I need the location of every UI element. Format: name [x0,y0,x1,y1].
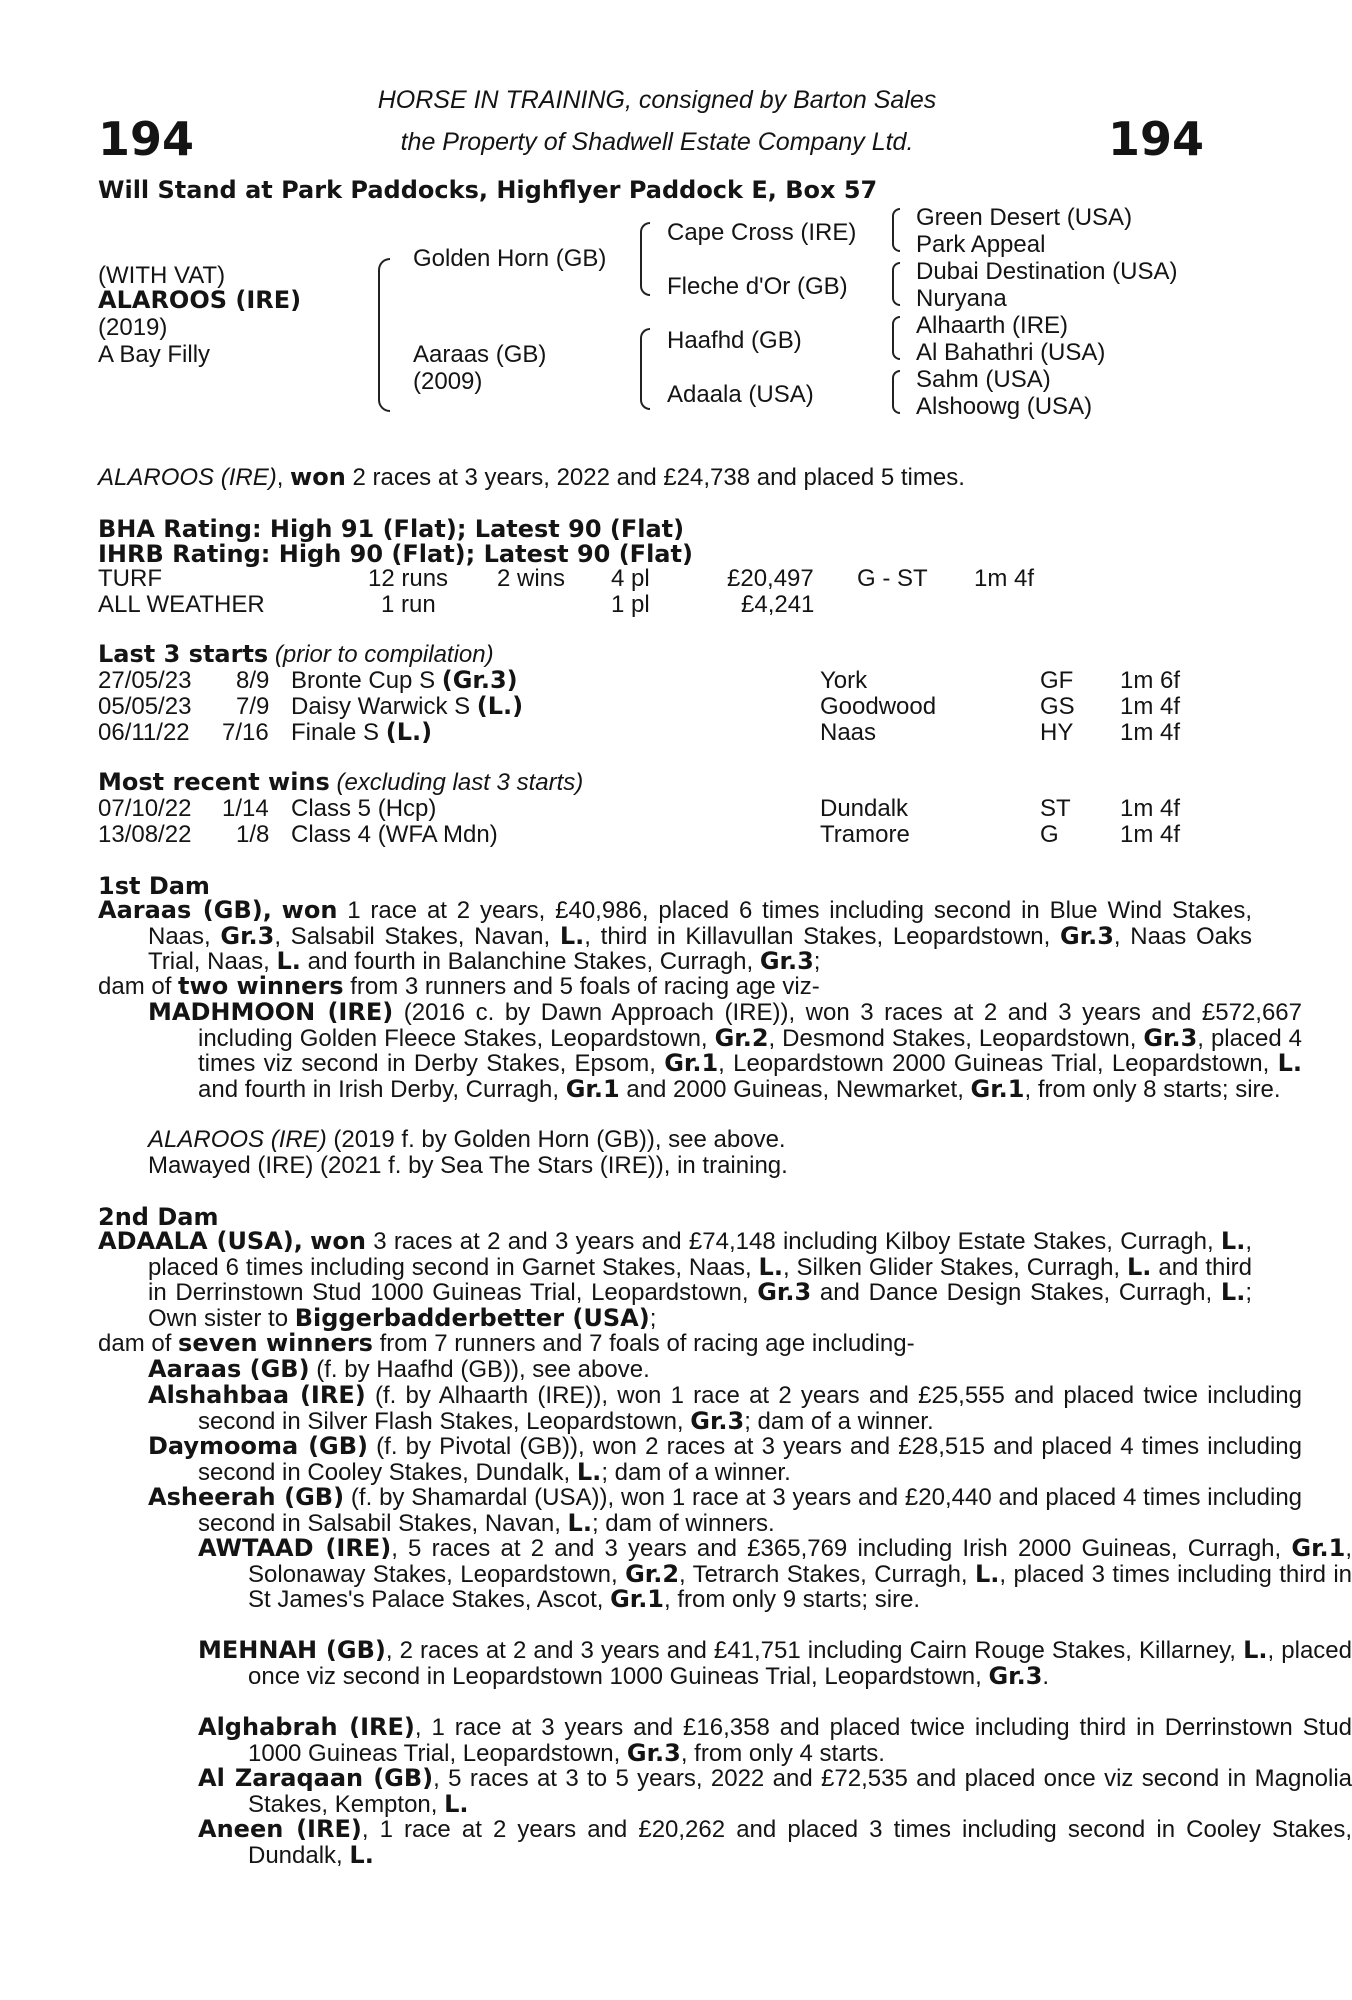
grade: Gr.1 [970,1074,1025,1103]
progeny-name: Asheerah (GB) [148,1483,345,1511]
text-run: dam of [98,1330,172,1357]
recent-wins-note: (excluding last 3 starts) [336,769,584,796]
lot-number-right: 194 [1107,112,1204,166]
text-run: (f. by Shamardal (USA)), won 1 race at 3 years and £20,440 and placed 4 times including second in Salsabil Stakes, Navan, [198,1484,1303,1537]
text-run: and Dance Design Stakes, Curragh, [819,1279,1213,1306]
progeny-asheerah [98,1485,1302,1536]
dam-dam: Adaala (USA) [667,381,814,408]
win-course: Dundalk [820,795,909,822]
grade: Gr.1 [610,1585,665,1613]
record-wins: 2 wins [497,565,566,592]
text-run: , placed 6 times including second in Garnet Stakes, Naas, [148,1228,1252,1281]
text-run: . [1042,1662,1050,1690]
grade: Gr.3 [759,947,814,975]
text-run: , Leopardstown 2000 Guineas Trial, Leopardstown, [718,1050,1270,1077]
grade: Gr.3 [690,1406,745,1435]
ggp-5: Alhaarth (IRE) [916,312,1069,339]
progeny-name: Alshahbaa (IRE) [148,1381,366,1409]
start-course: Goodwood [820,693,937,720]
text-run: , Silken Glider Stakes, Curragh, [782,1253,1121,1281]
start-going: GF [1040,667,1074,694]
grade: Gr.3 [1059,921,1114,950]
progeny-name: MADHMOON (IRE) [148,998,394,1026]
grade: Gr.3 [626,1738,681,1767]
won-label: won [310,1227,366,1255]
recent-wins-heading [98,770,583,796]
win-race: Class 4 (WFA Mdn) [291,821,498,848]
stand-location: Will Stand at Park Paddocks, Highflyer Paddock E, Box 57 [98,176,878,204]
progeny-alaroos [148,1127,786,1153]
text-run: (f. by Pivotal (GB)), won 2 races at 3 years and £28,515 and placed 4 times including second in Cooley Stakes, Dundalk, [198,1433,1302,1486]
grade: Gr.1 [1291,1534,1346,1562]
record-surface: ALL WEATHER [98,591,265,618]
text-run: , Solonaway Stakes, Leopardstown, [248,1535,1352,1588]
first-dam-entry [98,898,1252,975]
brace-g1 [892,208,900,252]
text-run: (f. by Haafhd (GB)), see above. [316,1356,650,1383]
text-run: ; [813,948,821,975]
start-race [291,668,518,694]
progeny-name: Daymooma (GB) [148,1432,368,1460]
sire-name: Golden Horn (GB) [413,245,607,272]
text-run: , 5 races at 3 to 5 years, 2022 and £72,535 and placed once viz second in Magnolia Stakes, Kempton, [248,1765,1352,1818]
grade: L. [1220,1227,1246,1255]
grade: L. [349,1840,374,1869]
start-race [291,694,523,720]
grade: L. [1127,1252,1152,1281]
start-distance: 1m 4f [1120,693,1181,720]
progeny-name: AWTAAD (IRE) [198,1534,392,1562]
start-distance: 1m 4f [1120,719,1181,746]
second-dam-heading: 2nd Dam [98,1203,219,1231]
summary-won: won [290,463,346,491]
start-date: 27/05/23 [98,667,192,694]
win-race: Class 5 (Hcp) [291,795,437,822]
text-run: ; dam of a winner. [601,1458,791,1486]
text-run: (f. by Alhaarth (IRE)), won 1 race at 2 years and £25,555 and placed twice including second in Silver Flash Stakes, Leopardstown, [198,1382,1303,1435]
grade: Gr.3 [1143,1023,1198,1052]
text-run: from 7 runners and 7 foals of racing age including- [379,1330,915,1357]
progeny-aaraas [148,1357,650,1383]
text-run: ; dam of a winner. [744,1407,934,1435]
dam-year: (2009) [413,368,483,395]
text-run: , Naas Oaks Trial, Naas, [148,922,1252,975]
ggp-1: Green Desert (USA) [916,204,1133,231]
grade: L. [567,1508,592,1537]
win-position: 1/8 [236,821,270,848]
brace-g3 [892,316,900,360]
record-runs: 1 run [381,591,436,618]
grade: Gr.3 [220,921,275,950]
start-course: Naas [820,719,877,746]
text-run: ; [649,1304,657,1332]
dam-name: Aaraas (GB) [413,341,547,368]
race-grade: (L.) [476,692,524,720]
record-placed: 4 pl [611,565,650,592]
win-course: Tramore [820,821,910,848]
ihrb-rating: IHRB Rating: High 90 (Flat); Latest 90 (Flat) [98,540,693,568]
race-name: Daisy Warwick S [291,693,471,720]
record-surface: TURF [98,565,162,592]
last-starts-heading [98,642,494,668]
progeny-awtaad [98,1536,1352,1613]
start-distance: 1m 6f [1120,667,1181,694]
text-run: , Tetrarch Stakes, Curragh, [679,1560,968,1588]
progeny-name: Aneen (IRE) [198,1815,362,1843]
grade: Gr.2 [714,1023,769,1052]
win-going: ST [1040,795,1071,822]
win-date: 13/08/22 [98,821,192,848]
record-distance: 1m 4f [974,565,1035,592]
record-going: G - ST [857,565,928,592]
recent-wins-title: Most recent wins [98,768,330,796]
progeny-name: Al Zaraqaan (GB) [198,1764,434,1792]
text-run: (2016 c. by Dawn Approach (IRE)), won 3 races at 2 and 3 years and £572,667 including Golden Fleece Stakes, Leopardstown, [198,999,1303,1052]
record-placed: 1 pl [611,591,650,618]
ggp-7: Sahm (USA) [916,366,1051,393]
text-run: , third in Killavullan Stakes, Leopardstown, [584,922,1051,950]
grade: L. [1220,1278,1246,1306]
text-run: and fourth in Irish Derby, Curragh, [198,1075,560,1103]
text-run: , placed 3 times including third in St James's Palace Stakes, Ascot, [248,1560,1352,1613]
record-prize: £4,241 [741,591,815,618]
text-run: ; Own sister to [148,1279,1252,1332]
start-position: 8/9 [236,667,270,694]
second-dam-produce [98,1331,915,1357]
grade: L. [559,921,585,950]
won-label: won [281,896,338,924]
sire-sire: Cape Cross (IRE) [667,219,857,246]
last-starts-note: (prior to compilation) [274,641,494,668]
race-name: Bronte Cup S [291,667,436,694]
win-date: 07/10/22 [98,795,192,822]
text-run: , 5 races at 2 and 3 years and £365,769 including Irish 2000 Guineas, Curragh, [391,1535,1282,1562]
start-going: HY [1040,719,1074,746]
text-run: and fourth in Balanchine Stakes, Curragh, [307,948,754,975]
second-dam-entry [98,1229,1252,1331]
grade: L. [1277,1049,1303,1077]
progeny-mehnah [98,1638,1352,1689]
text-run: , 2 races at 2 and 3 years and £41,751 including Cairn Rouge Stakes, Killarney, [385,1637,1236,1664]
first-dam-name: Aaraas (GB), [98,896,272,924]
text-run: , from only 8 starts; sire. [1024,1075,1281,1103]
record-prize: £20,497 [727,565,814,592]
grade: L. [1243,1636,1268,1664]
grade: L. [276,947,301,975]
start-date: 06/11/22 [98,719,190,746]
last-starts-title: Last 3 starts [98,640,269,668]
text-run: , placed once viz second in Leopardstown 1000 Guineas Trial, Leopardstown, [248,1637,1352,1690]
text-run: (2019 f. by Golden Horn (GB)), see above. [333,1126,786,1153]
win-position: 1/14 [222,795,269,822]
grade: Gr.1 [664,1049,719,1077]
summary-text: 2 races at 3 years, 2022 and £24,738 and placed 5 times. [352,464,965,491]
race-name: Finale S [291,719,380,746]
progeny-name: Alghabrah (IRE) [198,1713,415,1741]
progeny-alshahbaa [98,1383,1302,1434]
first-dam-produce [98,974,820,1000]
grade: L. [444,1789,469,1818]
win-distance: 1m 4f [1120,795,1181,822]
lot-number-left: 194 [98,112,195,166]
text-run: ; dam of winners. [591,1509,775,1537]
race-summary: ALAROOS (IRE), won 2 races at 3 years, 2022 and £24,738 and placed 5 times. [98,463,965,491]
grade: L. [758,1252,783,1281]
start-position: 7/16 [222,719,269,746]
record-runs: 12 runs [368,565,449,592]
dam-sire: Haafhd (GB) [667,327,802,354]
start-course: York [820,667,868,694]
winners-count: two winners [178,972,344,1000]
ggp-4: Nuryana [916,285,1007,312]
progeny-daymooma [98,1434,1302,1485]
grade: Gr.1 [565,1074,620,1103]
text-run: , Salsabil Stakes, Navan, [274,922,551,950]
text-run: , Desmond Stakes, Leopardstown, [768,1024,1137,1052]
grade: Gr.3 [757,1278,812,1306]
brace-g2 [892,262,900,306]
start-position: 7/9 [236,693,270,720]
horse-year: (2019) [98,314,168,341]
text-run: , 1 race at 2 years and £20,262 and placed 3 times including second in Cooley Stakes, Dundalk, [248,1816,1352,1869]
text-run: , from only 9 starts; sire. [664,1586,921,1613]
text-run: 3 races at 2 and 3 years and £74,148 including Kilboy Estate Stakes, Curragh, [373,1228,1214,1255]
text-run: 1 race at 2 years, £40,986, placed 6 times including second in Blue Wind Stakes, Naas, [148,897,1252,950]
brace-g4 [892,370,900,414]
consignor-line: HORSE IN TRAINING, consigned by Barton Sales [377,86,937,114]
text-run: , placed 4 times viz second in Derby Stakes, Epsom, [198,1024,1303,1077]
start-going: GS [1040,693,1075,720]
ggp-2: Park Appeal [916,231,1046,258]
text-run: , from only 4 starts. [680,1739,885,1767]
progeny-al-zaraqaan [98,1766,1352,1817]
text-run: dam of [98,973,172,1000]
start-race [291,720,432,746]
summary-horse-name: ALAROOS (IRE) [98,464,277,491]
win-going: G [1040,821,1059,848]
progeny-aneen [98,1817,1352,1868]
progeny-mawayed: Mawayed (IRE) (2021 f. by Sea The Stars (IRE)), in training. [148,1152,788,1179]
sibling-name: Biggerbadderbetter (USA) [294,1303,650,1332]
grade: L. [576,1457,602,1486]
pedigree-brace-dam [640,328,650,410]
start-date: 05/05/23 [98,693,192,720]
race-grade: (L.) [385,718,433,746]
sire-dam: Fleche d'Or (GB) [667,273,848,300]
horse-description: A Bay Filly [98,341,211,368]
progeny-alghabrah [98,1715,1352,1766]
pedigree-brace-sire [640,222,650,296]
second-dam-name: ADAALA (USA), [98,1227,303,1255]
ggp-3: Dubai Destination (USA) [916,258,1178,285]
grade: Gr.3 [988,1661,1043,1690]
text-run: , 1 race at 3 years and £16,358 and placed twice including third in Derrinstown Stud 1000 Guineas Trial, Leopardstown, [248,1714,1352,1767]
property-line: the Property of Shadwell Estate Company Ltd. [400,128,914,156]
horse-name: ALAROOS (IRE) [98,286,302,314]
progeny-name: ALAROOS (IRE) [148,1126,327,1153]
first-dam-heading: 1st Dam [98,872,210,900]
vat-label: (WITH VAT) [98,262,226,289]
text-run: and 2000 Guineas, Newmarket, [626,1075,964,1103]
ggp-8: Alshoowg (USA) [916,393,1093,420]
grade: L. [975,1559,1000,1588]
win-distance: 1m 4f [1120,821,1181,848]
bha-rating: BHA Rating: High 91 (Flat); Latest 90 (Flat) [98,515,685,543]
text-run: and third in Derrinstown Stud 1000 Guineas Trial, Leopardstown, [148,1253,1253,1306]
winners-count: seven winners [178,1329,373,1357]
ggp-6: Al Bahathri (USA) [916,339,1106,366]
progeny-name: Aaraas (GB) [148,1355,310,1383]
progeny-name: MEHNAH (GB) [198,1636,386,1664]
text-run: from 3 runners and 5 foals of racing age viz- [350,973,820,1000]
race-grade: (Gr.3) [441,666,518,694]
grade: Gr.2 [625,1559,680,1588]
progeny-madhmoon [98,1000,1302,1102]
pedigree-brace-main [378,258,390,412]
